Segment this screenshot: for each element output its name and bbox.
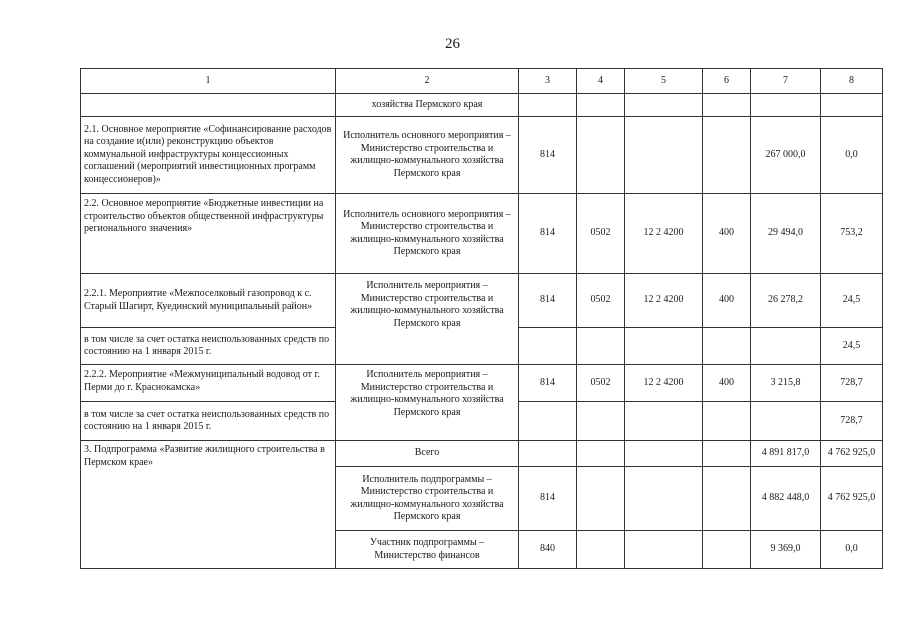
table-row: [81, 194, 883, 274]
code-cell: 0502: [577, 365, 625, 402]
table-cell: [625, 94, 703, 117]
amount-cell: 29 494,0: [751, 194, 821, 274]
code-cell: 12 2 4200: [625, 194, 703, 274]
code-cell: 814: [519, 117, 577, 194]
code-cell: 0502: [577, 194, 625, 274]
amount-cell: 753,2: [821, 194, 883, 274]
table-row: [81, 441, 883, 467]
code-cell: 814: [519, 365, 577, 402]
table-cell: [577, 328, 625, 365]
code-cell: 814: [519, 194, 577, 274]
table-cell: [703, 467, 751, 531]
amount-cell: 4 882 448,0: [751, 467, 821, 531]
table-cell: [625, 467, 703, 531]
header-cell: 4: [577, 69, 625, 94]
code-cell: 400: [703, 194, 751, 274]
executor-cell: Исполнитель мероприятия – Министерство строительства и жилищно-коммунального хозяйства Пермского края: [336, 274, 519, 365]
amount-cell: 4 762 925,0: [821, 467, 883, 531]
table-cell: [821, 94, 883, 117]
code-cell: 400: [703, 274, 751, 328]
table-cell: [625, 328, 703, 365]
amount-cell: 728,7: [821, 402, 883, 441]
header-cell: 5: [625, 69, 703, 94]
executor-cell: Исполнитель основного мероприятия – Министерство строительства и жилищно-коммунального хозяйства Пермского края: [336, 194, 519, 274]
measure-name-cell: 2.2.2. Мероприятие «Межмуниципальный водовод от г. Перми до г. Краснокамска»: [81, 365, 336, 402]
header-row: [81, 69, 883, 94]
table-row: [81, 94, 883, 117]
table-cell: [519, 94, 577, 117]
executor-cell: хозяйства Пермского края: [336, 94, 519, 117]
table-cell: [577, 531, 625, 569]
table-row: [81, 117, 883, 194]
table-cell: [81, 94, 336, 117]
measure-name-cell: 2.2.1. Мероприятие «Межпоселковый газопровод к с. Старый Шагирт, Куединский муниципальный район»: [81, 274, 336, 328]
header-cell: 1: [81, 69, 336, 94]
table-cell: [751, 94, 821, 117]
executor-cell: Исполнитель основного мероприятия – Министерство строительства и жилищно-коммунального хозяйства Пермского края: [336, 117, 519, 194]
table-cell: [625, 402, 703, 441]
table-cell: [703, 441, 751, 467]
table-cell: [703, 402, 751, 441]
amount-cell: 24,5: [821, 328, 883, 365]
code-cell: 12 2 4200: [625, 365, 703, 402]
measure-name-cell: 2.2. Основное мероприятие «Бюджетные инвестиции на строительство объектов общественной инфраструктуры регионального значения»: [81, 194, 336, 274]
executor-cell: Всего: [336, 441, 519, 467]
table-cell: [519, 328, 577, 365]
table-cell: [703, 531, 751, 569]
code-cell: 840: [519, 531, 577, 569]
header-cell: 7: [751, 69, 821, 94]
measure-name-cell: 2.1. Основное мероприятие «Софинансирование расходов на создание и(или) реконструкцию объектов коммунальной инфраструктуры концессионных соглашений (мероприятий инвестиционных программ концессионеров)»: [81, 117, 336, 194]
measure-name-cell: в том числе за счет остатка неиспользованных средств по состоянию на 1 января 2015 г.: [81, 328, 336, 365]
measure-name-cell: в том числе за счет остатка неиспользованных средств по состоянию на 1 января 2015 г.: [81, 402, 336, 441]
table-cell: [519, 441, 577, 467]
code-cell: 12 2 4200: [625, 274, 703, 328]
table-cell: [625, 441, 703, 467]
amount-cell: 24,5: [821, 274, 883, 328]
table-cell: [751, 328, 821, 365]
table-cell: [703, 94, 751, 117]
amount-cell: 0,0: [821, 117, 883, 194]
table-cell: [751, 402, 821, 441]
table-cell: [625, 531, 703, 569]
measure-name-cell: 3. Подпрограмма «Развитие жилищного строительства в Пермском крае»: [81, 441, 336, 569]
amount-cell: 3 215,8: [751, 365, 821, 402]
header-cell: 3: [519, 69, 577, 94]
page-number: 26: [445, 36, 460, 52]
table-cell: [625, 117, 703, 194]
amount-cell: 4 762 925,0: [821, 441, 883, 467]
program-table: [80, 68, 883, 569]
table-cell: [703, 328, 751, 365]
header-cell: 6: [703, 69, 751, 94]
amount-cell: 0,0: [821, 531, 883, 569]
header-cell: 8: [821, 69, 883, 94]
table-cell: [519, 402, 577, 441]
header-cell: 2: [336, 69, 519, 94]
amount-cell: 728,7: [821, 365, 883, 402]
table-cell: [577, 402, 625, 441]
code-cell: 0502: [577, 274, 625, 328]
executor-cell: Исполнитель мероприятия – Министерство строительства и жилищно-коммунального хозяйства Пермского края: [336, 365, 519, 441]
code-cell: 814: [519, 467, 577, 531]
table-cell: [703, 117, 751, 194]
executor-cell: Участник подпрограммы – Министерство финансов: [336, 531, 519, 569]
table-cell: [577, 441, 625, 467]
executor-cell: Исполнитель подпрограммы – Министерство строительства и жилищно-коммунального хозяйства Пермского края: [336, 467, 519, 531]
code-cell: 814: [519, 274, 577, 328]
code-cell: 400: [703, 365, 751, 402]
table-cell: [577, 94, 625, 117]
amount-cell: 267 000,0: [751, 117, 821, 194]
amount-cell: 9 369,0: [751, 531, 821, 569]
table-row: [81, 365, 883, 402]
table-cell: [577, 117, 625, 194]
amount-cell: 4 891 817,0: [751, 441, 821, 467]
table-cell: [577, 467, 625, 531]
table-row: [81, 274, 883, 328]
amount-cell: 26 278,2: [751, 274, 821, 328]
